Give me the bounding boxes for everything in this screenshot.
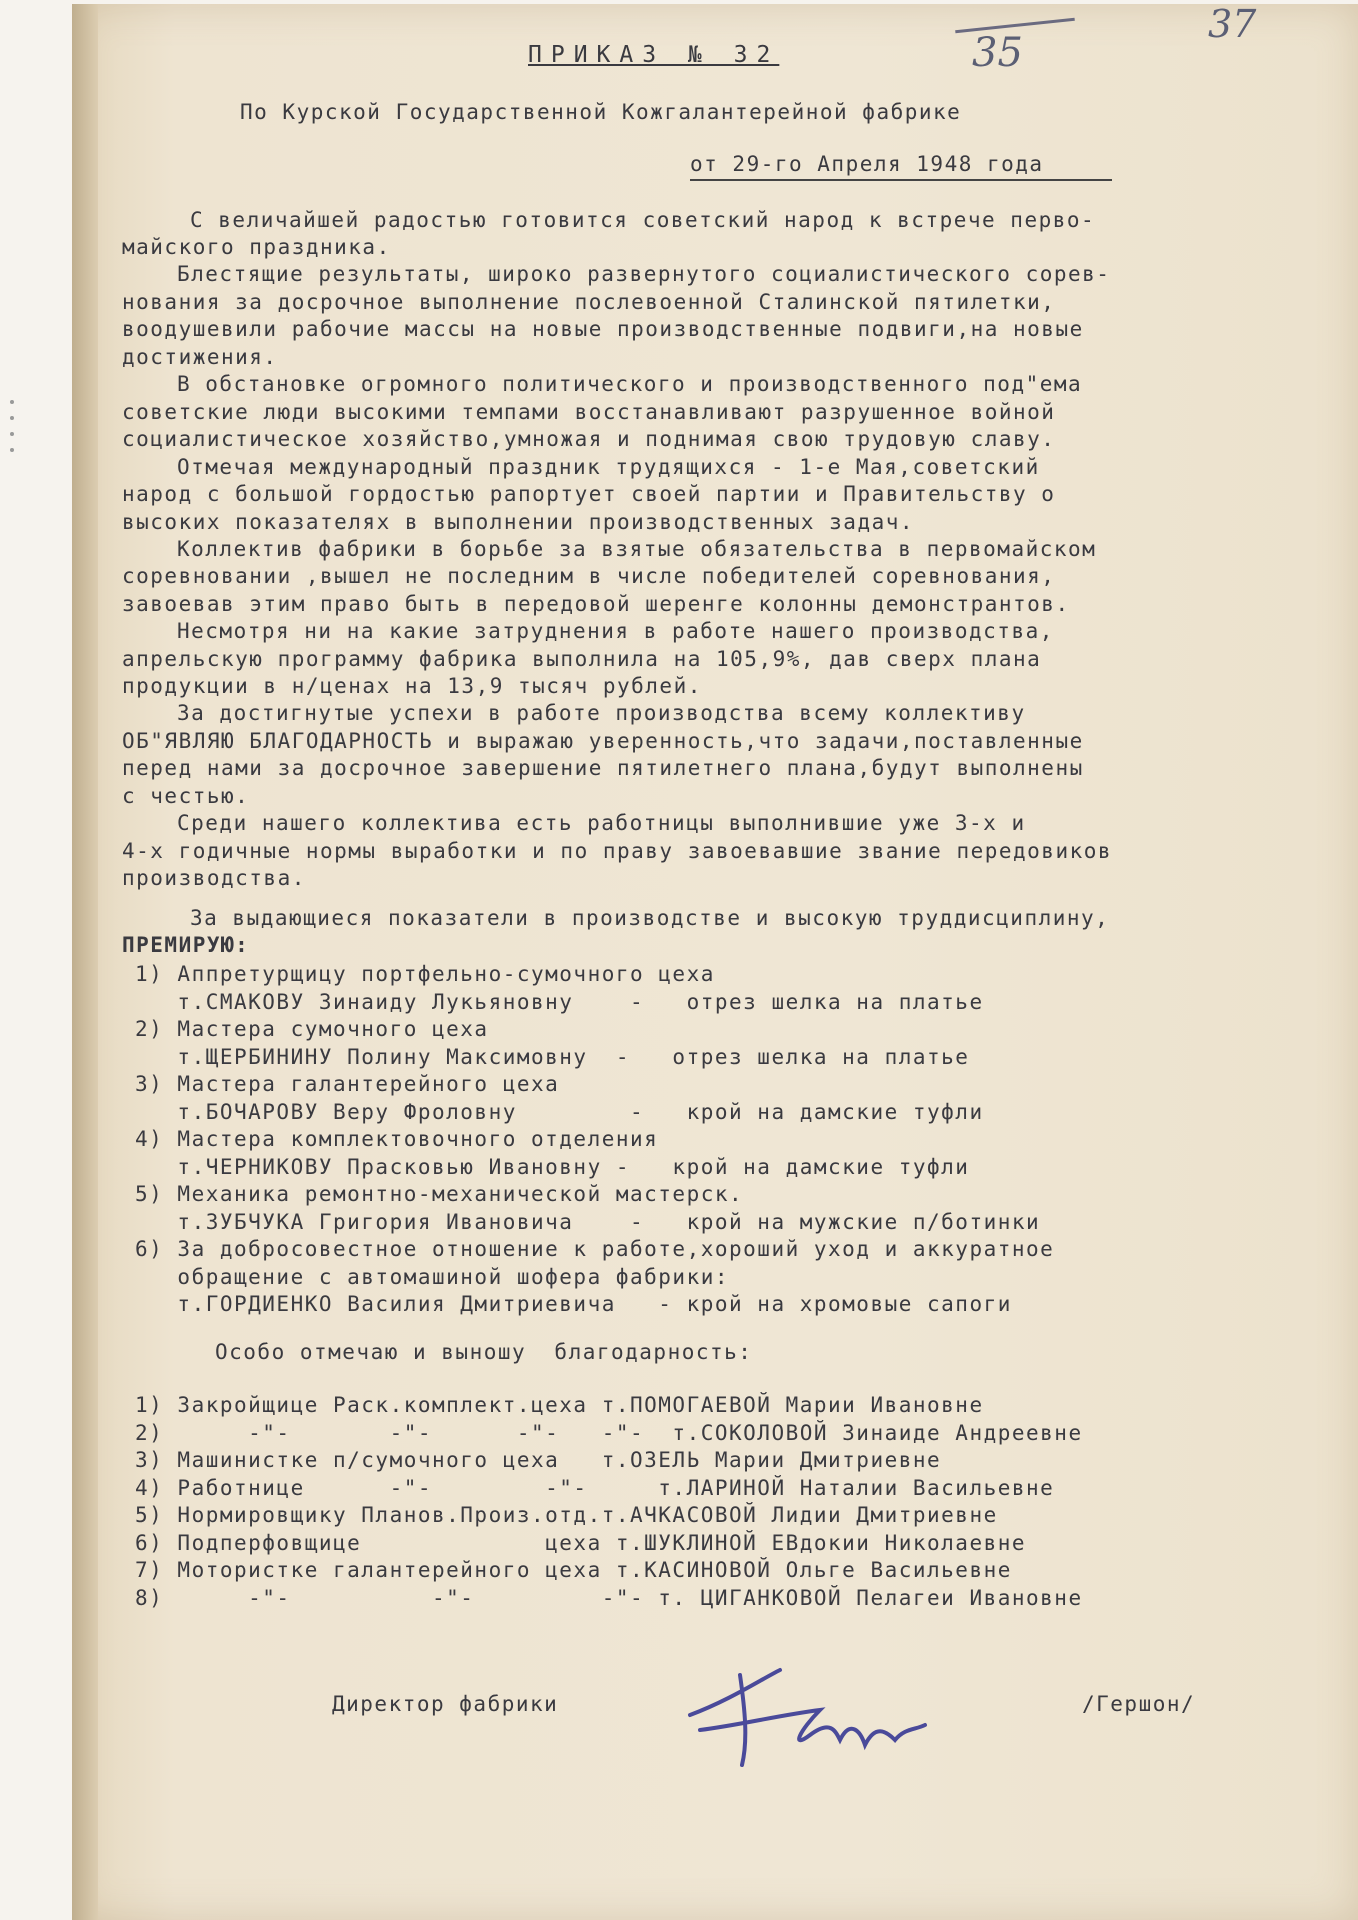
premium-line: 3) Мастера галантерейного цеха	[135, 1072, 560, 1096]
body-line: За достигнутые успехи в работе производства всему коллективу	[177, 701, 1026, 725]
body-line: продукции в н/ценах на 13,9 тысяч рублей.	[122, 674, 702, 698]
date-underline	[690, 179, 1112, 181]
body-line: Блестящие результаты, широко развернутого социалистического сорев-	[177, 262, 1111, 286]
body-line: перед нами за досрочное завершение пятилетнего плана,будут выполнены	[122, 756, 1084, 780]
body-line: советские люди высокими темпами восстанавливают разрушенное войной	[122, 400, 1056, 424]
gratitude-line: 6) Подперфовщице цеха т.ШУКЛИНОЙ ЕВдокии Николаевне	[135, 1530, 1027, 1555]
handwritten-signature	[670, 1660, 930, 1770]
body-line: соревновании ,вышел не последним в числе победителей соревнования,	[122, 564, 1056, 588]
premium-line: т.СМАКОВУ Зинаиду Лукьяновну - отрез шелка на платье	[135, 989, 984, 1014]
premium-line: обращение с автомашиной шофера фабрики:	[135, 1264, 730, 1289]
body-line: достижения.	[122, 345, 278, 369]
premium-line: 5) Механика ремонтно-механической мастерск.	[135, 1182, 744, 1206]
body-line: 4-х годичные нормы выработки и по праву завоевавшие звание передовиков	[122, 839, 1113, 863]
signatory-name: /Гершон/	[1082, 1692, 1196, 1716]
page-number-crossed-out: 35	[972, 30, 1023, 76]
body-line: Среди нашего коллектива есть работницы выполнившие уже 3-х и	[177, 811, 1026, 835]
body-line: воодушевили рабочие массы на новые производственные подвиги,на новые	[122, 317, 1084, 341]
body-line: Коллектив фабрики в борьбе за взятые обязательства в первомайском	[177, 537, 1097, 561]
body-line: ОБ"ЯВЛЯЮ БЛАГОДАРНОСТЬ и выражаю уверенность,что задачи,поставленные	[122, 729, 1084, 753]
gratitude-line: 1) Закройщице Раск.комплект.цеха т.ПОМОГАЕВОЙ Марии Ивановне	[135, 1393, 984, 1417]
body-line: социалистическое хозяйство,умножая и поднимая свою трудовую славу.	[122, 427, 1056, 451]
document-title: ПРИКАЗ № 32	[528, 42, 780, 68]
gratitude-line: 4) Работнице -"- -"- т.ЛАРИНОЙ Наталии Васильевне	[135, 1475, 1055, 1500]
body-line: апрельскую программу фабрика выполнила на 105,9%, дав сверх плана	[122, 647, 1042, 671]
body-line: производства.	[122, 866, 306, 890]
body-line: завоевав этим право быть в передовой шеренге колонны демонстрантов.	[122, 592, 1070, 616]
premium-line: т.ЧЕРНИКОВУ Прасковью Ивановну - крой на дамские туфли	[135, 1154, 970, 1179]
organization-line: По Курской Государственной Кожгалантерейной фабрике	[240, 100, 962, 124]
gratitude-line: 3) Машинистке п/сумочного цеха т.ОЗЕЛЬ Марии Дмитриевне	[135, 1448, 942, 1472]
page-number-handwritten: 37	[1208, 2, 1257, 46]
body-line: Отмечая международный праздник трудящихся - 1-е Мая,советский	[177, 455, 1040, 479]
gratitude-line: 2) -"- -"- -"- -"- т.СОКОЛОВОЙ Зинаиде Андреевне	[135, 1420, 1083, 1445]
body-line: майского праздника.	[122, 235, 391, 259]
document-date: от 29-го Апреля 1948 года	[690, 152, 1044, 176]
premium-line: т.ГОРДИЕНКО Василия Дмитриевича - крой на хромовые сапоги	[135, 1292, 1012, 1316]
premium-intro: За выдающиеся показатели в производстве и высокую труддисциплину,	[190, 906, 1110, 930]
binding-fold	[72, 4, 98, 1920]
premium-line: 6) За добросовестное отношение к работе,хороший уход и аккуратное	[135, 1237, 1055, 1261]
body-line: нования за досрочное выполнение послевоенной Сталинской пятилетки,	[122, 290, 1056, 314]
premium-line: т.ЗУБЧУКА Григория Ивановича - крой на мужские п/ботинки	[135, 1209, 1041, 1234]
premium-line: 4) Мастера комплектовочного отделения	[135, 1127, 659, 1151]
margin-marks	[10, 400, 16, 460]
premium-line: т.БОЧАРОВУ Веру Фроловну - крой на дамские туфли	[135, 1099, 984, 1124]
premium-heading: ПРЕМИРУЮ:	[122, 933, 250, 957]
signatory-position: Директор фабрики	[332, 1692, 559, 1716]
body-line: В обстановке огромного политического и производственного под"ема	[177, 372, 1083, 396]
premium-line: т.ЩЕРБИНИНУ Полину Максимовну - отрез шелка на платье	[135, 1044, 970, 1069]
gratitude-line: 7) Мотористке галантерейного цеха т.КАСИНОВОЙ Ольге Васильевне	[135, 1558, 1012, 1582]
gratitude-line: 5) Нормировщику Планов.Произ.отд.т.АЧКАСОВОЙ Лидии Дмитриевне	[135, 1503, 998, 1527]
gratitude-line: 8) -"- -"- -"- т. ЦИГАНКОВОЙ Пелагеи Ивановне	[135, 1585, 1083, 1610]
body-line: с честью.	[122, 784, 250, 808]
body-line: Несмотря ни на какие затруднения в работе нашего производства,	[177, 619, 1054, 643]
gratitude-heading: Особо отмечаю и выношу благодарность:	[215, 1340, 753, 1364]
premium-line: 1) Аппретурщицу портфельно-сумочного цеха	[135, 962, 715, 986]
body-line: народ с большой гордостью рапортует своей партии и Правительству о	[122, 482, 1056, 506]
body-line: высоких показателях в выполнении производственных задач.	[122, 510, 915, 534]
premium-line: 2) Мастера сумочного цеха	[135, 1017, 489, 1041]
body-line: С величайшей радостью готовится советский народ к встрече перво-	[190, 208, 1096, 232]
